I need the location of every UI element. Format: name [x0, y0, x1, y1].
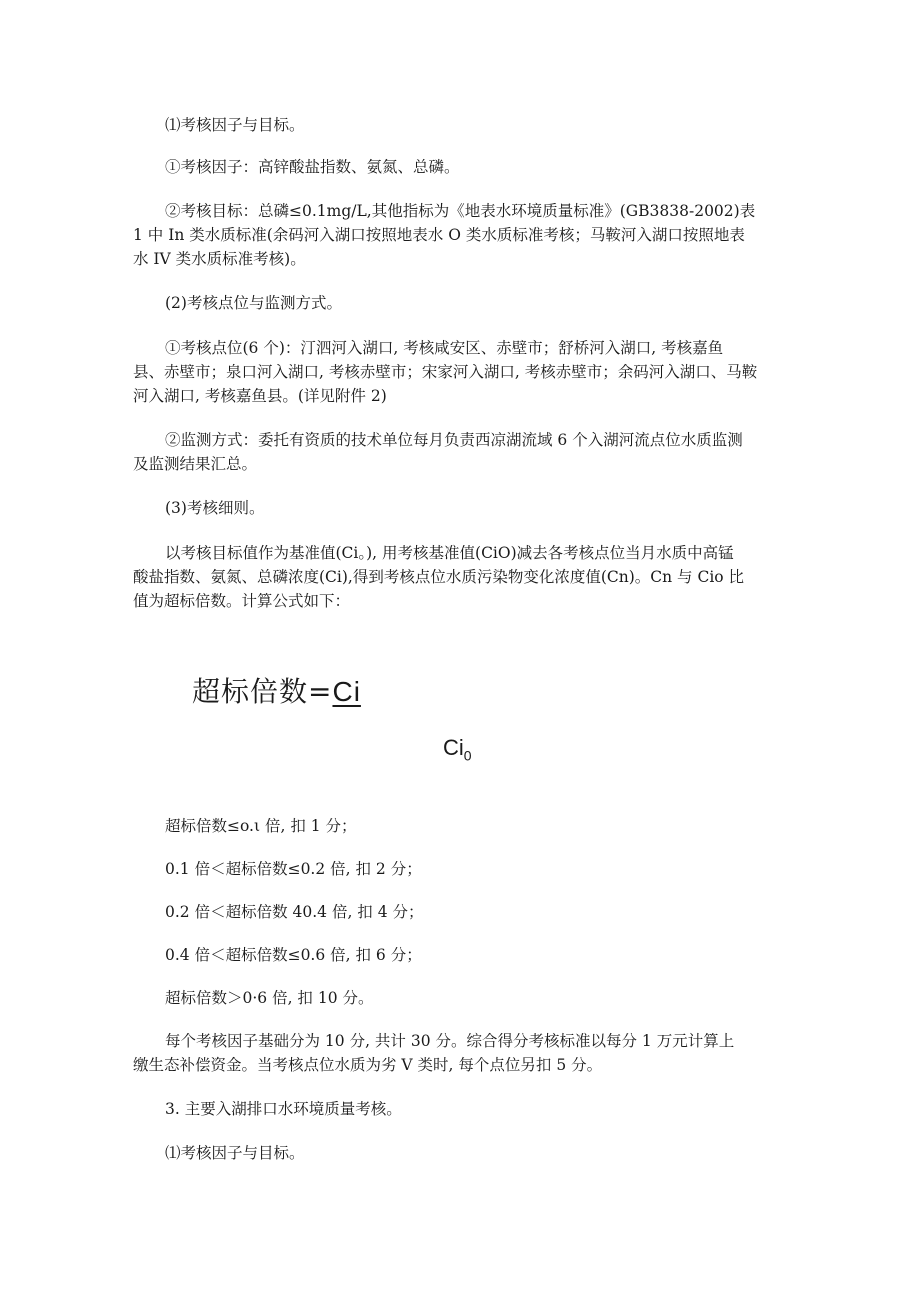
- formula-label: 超标倍数=: [192, 675, 333, 708]
- paragraph-line: ①考核点位(6 个)：汀泗河入湖口, 考核咸安区、赤壁市；舒桥河入湖口, 考核嘉鱼: [165, 339, 724, 357]
- paragraph-line: 每个考核因子基础分为 10 分, 共计 30 分。综合得分考核标准以每分 1 万元计算上: [165, 1032, 735, 1050]
- rule-item: 0.2 倍＜超标倍数 40.4 倍, 扣 4 分；: [165, 903, 424, 921]
- formula-denominator-base: Ci: [443, 735, 464, 760]
- paragraph-line: 以考核目标值作为基准值(Ci。), 用考核基准值(CiO)减去各考核点位当月水质中高锰: [165, 544, 734, 562]
- section-heading: (2)考核点位与监测方式。: [165, 294, 342, 312]
- formula-numerator: Ci: [332, 676, 361, 707]
- rule-item: 0.4 倍＜超标倍数≤0.6 倍, 扣 6 分；: [165, 946, 422, 964]
- formula: [192, 672, 361, 712]
- paragraph-line: 值为超标倍数。计算公式如下：: [133, 592, 351, 610]
- paragraph-line: ①考核因子：高锌酸盐指数、氨氮、总磷。: [165, 158, 460, 176]
- rule-item: 超标倍数≤o.ι 倍, 扣 1 分；: [165, 817, 357, 835]
- paragraph-line: ②监测方式：委托有资质的技术单位每月负责西凉湖流域 6 个入湖河流点位水质监测: [165, 431, 743, 449]
- paragraph-line: 及监测结果汇总。: [133, 455, 258, 473]
- section-heading: 3. 主要入湖排口水环境质量考核。: [165, 1100, 402, 1118]
- paragraph-line: 水 IV 类水质标准考核)。: [133, 250, 306, 268]
- section-heading: ⑴考核因子与目标。: [165, 1144, 305, 1162]
- rule-item: 超标倍数＞0·6 倍, 扣 10 分。: [165, 989, 374, 1007]
- paragraph-line: 1 中 In 类水质标准(余码河入湖口按照地表水 O 类水质标准考核；马鞍河入湖口按照地表: [133, 226, 745, 244]
- formula-denominator-sub: 0: [463, 747, 472, 764]
- section-heading: (3)考核细则。: [165, 499, 265, 517]
- paragraph-line: 河入湖口, 考核嘉鱼县。(详见附件 2): [133, 387, 387, 405]
- section-heading: ⑴考核因子与目标。: [165, 116, 305, 134]
- paragraph-line: ②考核目标：总磷≤0.1mg/L,其他指标为《地表水环境质量标准》(GB3838-2002)表: [165, 202, 756, 220]
- paragraph-line: 缴生态补偿资金。当考核点位水质为劣 V 类时, 每个点位另扣 5 分。: [133, 1056, 603, 1074]
- paragraph-line: 县、赤壁市；泉口河入湖口, 考核赤壁市；宋家河入湖口, 考核赤壁市；余码河入湖口、马鞍: [133, 363, 758, 381]
- rule-item: 0.1 倍＜超标倍数≤0.2 倍, 扣 2 分；: [165, 860, 422, 878]
- paragraph-line: 酸盐指数、氨氮、总磷浓度(Ci),得到考核点位水质污染物变化浓度值(Cn)。Cn 与 Cio 比: [133, 568, 745, 586]
- formula-denominator: [443, 733, 472, 770]
